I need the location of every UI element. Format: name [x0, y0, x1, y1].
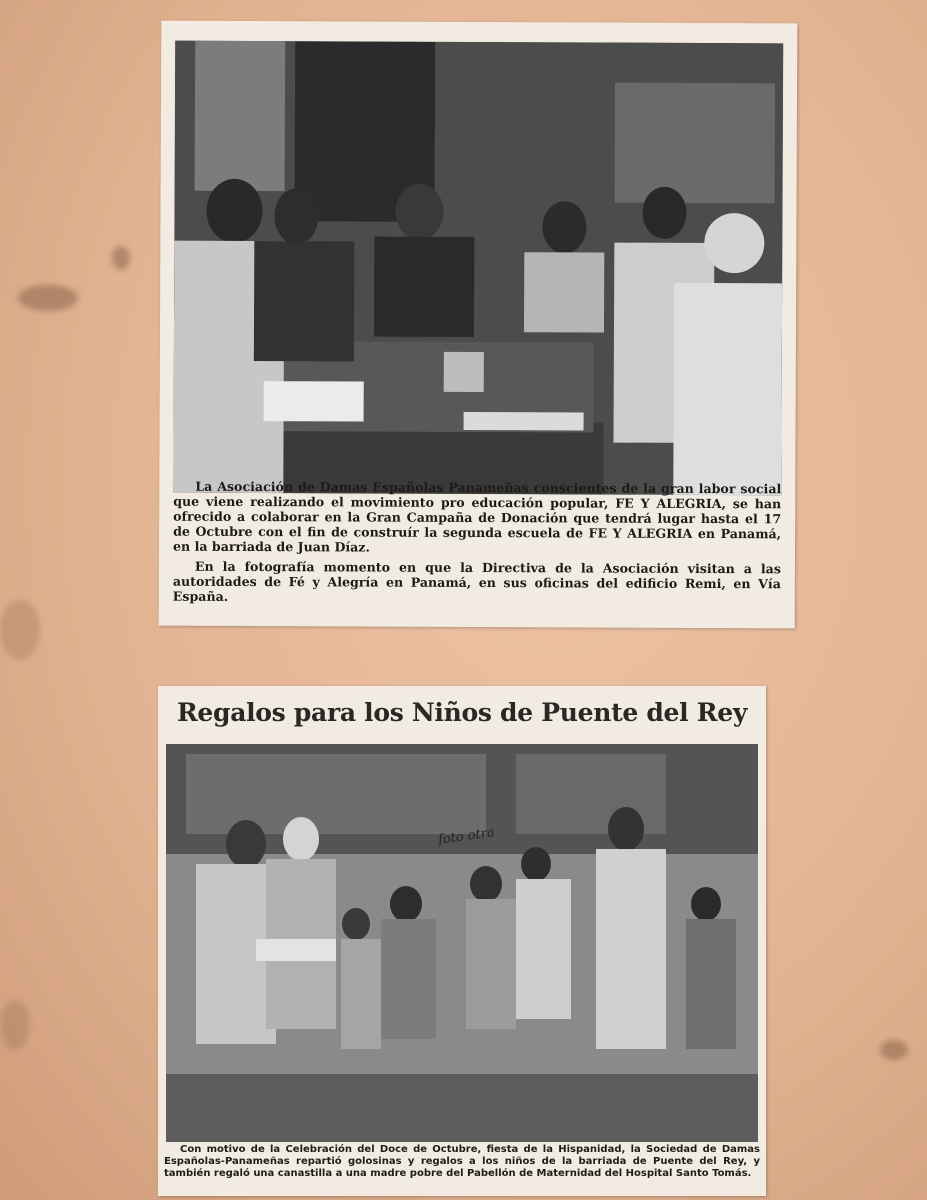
photo-caption-bottom [164, 1144, 760, 1180]
handwritten-note: foto otra [437, 825, 496, 848]
caption-paragraph: La Asociación de Damas Españolas Panameñas conscientes de la gran labor social que viene realizando el movimiento pro educación popular, FE Y ALEGRIA, se han ofrecido a colaborar en la Gran Campaña de Donación que tendrá lugar hasta el 17 de Octubre con el fin de construír la segunda escuela de FE Y ALEGRIA en Panamá, en la barriada de Juan Díaz. [172, 478, 782, 555]
stain [0, 600, 40, 660]
caption-paragraph: Con motivo de la Celebración del Doce de Octubre, fiesta de la Hispanidad, la Sociedad de Damas Españolas-Panameñas repartió golosinas y regalos a los niños de la barriada de Puente del Rey, y también regaló una canastilla a una madre pobre del Pabellón de Maternidad del Hospital Santo Tomás. [164, 1144, 760, 1179]
newspaper-clipping-top [159, 21, 798, 629]
stain [18, 285, 78, 311]
stain [0, 1000, 30, 1050]
office-meeting-photo [173, 41, 783, 496]
photo-caption-top [173, 479, 782, 612]
caption-paragraph: En la fotografía momento en que la Directiva de la Asociación visitan a las autoridades de Fé y Alegría en Panamá, en sus oficinas del edificio Remi, en Vía España. [172, 558, 781, 604]
stain [112, 246, 130, 270]
office-meeting-illustration [173, 41, 783, 496]
headline: Regalos para los Niños de Puente del Rey [176, 698, 748, 727]
children-gifts-illustration [166, 744, 758, 1142]
stain [880, 1040, 908, 1060]
newspaper-clipping-bottom [158, 686, 766, 1196]
children-gifts-photo [166, 744, 758, 1142]
